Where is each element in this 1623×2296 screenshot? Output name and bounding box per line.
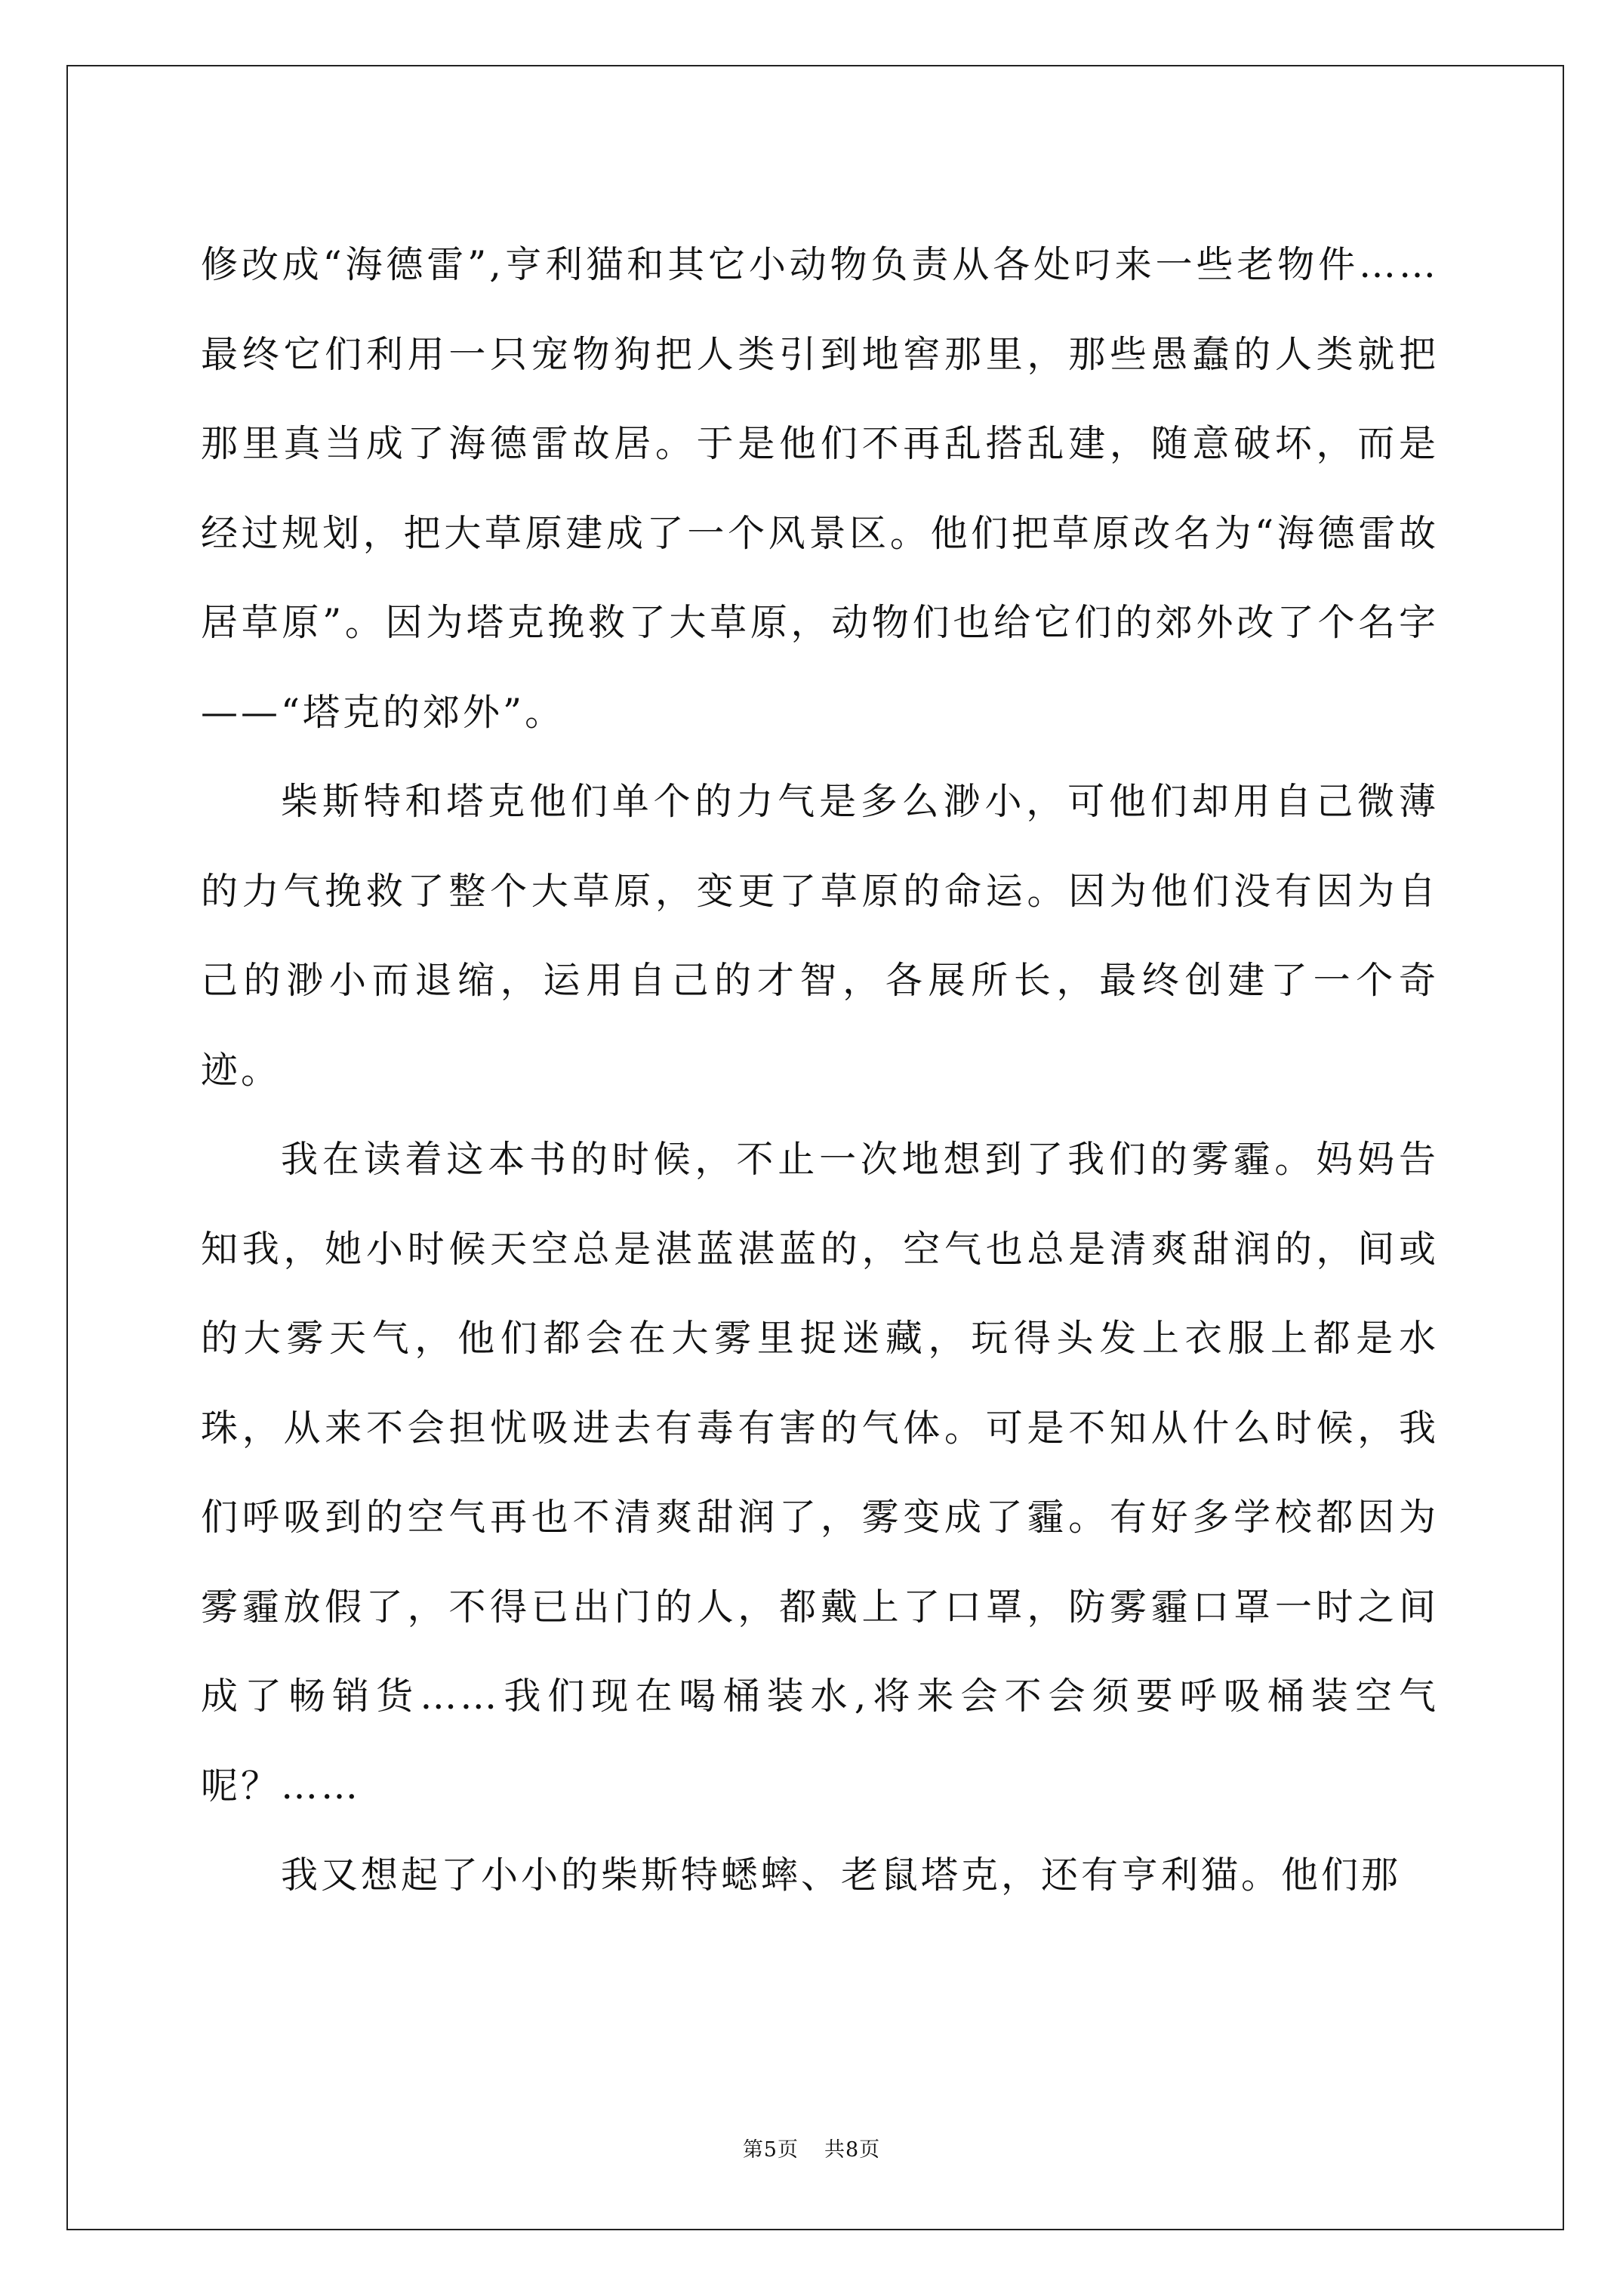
document-body	[201, 220, 1439, 1921]
paragraph-2: 柴斯特和塔克他们单个的力气是多么渺小，可他们却用自己微薄的力气挽救了整个大草原，变更了草原的命运。因为他们没有因为自己的渺小而退缩，运用自己的才智，各展所长，最终创建了一个奇迹。	[201, 780, 1439, 1092]
paragraph-1: 修改成“海德雷”,亨利猫和其它小动物负责从各处叼来一些老物件……最终它们利用一只宠物狗把人类引到地窖那里，那些愚蠢的人类就把那里真当成了海德雷故居。于是他们不再乱搭乱建，随意破坏，而是经过规划，把大草原建成了一个风景区。他们把草原改名为“海德雷故居草原”。因为塔克挽救了大草原，动物们也给它们的郊外改了个名字——“塔克的郊外”。	[201, 243, 1439, 734]
page-number-total: 共8页	[824, 2138, 881, 2162]
page-footer	[0, 2133, 1623, 2162]
paragraph-4: 我又想起了小小的柴斯特蟋蟀、老鼠塔克，还有亨利猫。他们那	[281, 1854, 1402, 1897]
page-number-current: 第5页	[742, 2138, 799, 2162]
paragraph-3: 我在读着这本书的时候，不止一次地想到了我们的雾霾。妈妈告知我，她小时候天空总是湛蓝湛蓝的，空气也总是清爽甜润的，间或的大雾天气，他们都会在大雾里捉迷藏，玩得头发上衣服上都是水珠，从来不会担忧吸进去有毒有害的气体。可是不知从什么时候，我们呼吸到的空气再也不清爽甜润了，雾变成了霾。有好多学校都因为雾霾放假了，不得已出门的人，都戴上了口罩，防雾霾口罩一时之间成了畅销货……我们现在喝桶装水,将来会不会须要呼吸桶装空气呢？……	[201, 1138, 1439, 1808]
